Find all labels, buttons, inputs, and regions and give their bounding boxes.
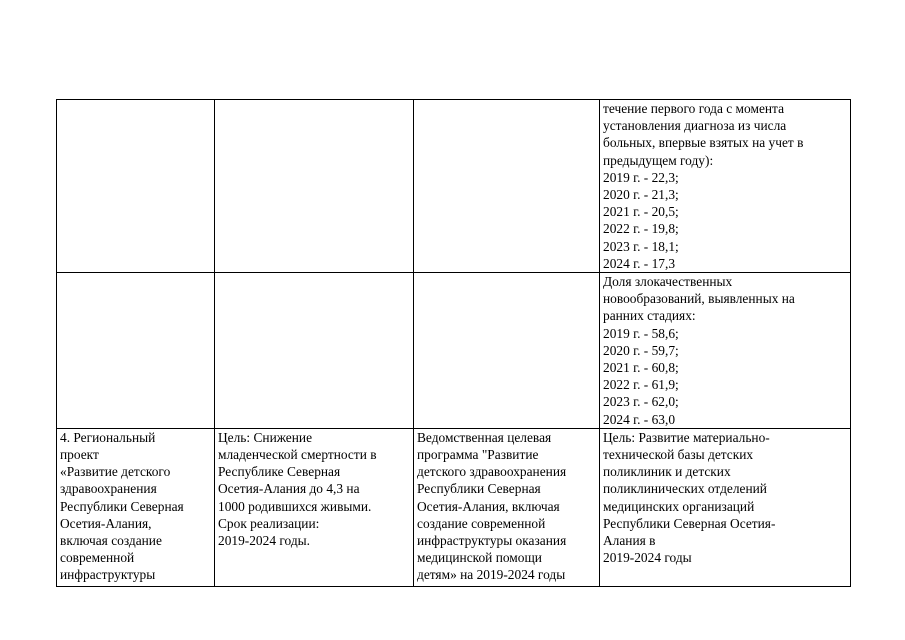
table-cell: 4. Региональный проект «Развитие детского здравоохранения Республики Северная Осетия-Алания, включая создание современной инфраструктуры xyxy=(57,428,215,586)
table-cell: Доля злокачественных новообразований, выявленных на ранних стадиях: 2019 г. - 58,6; 2020 г. - 59,7; 2021 г. - 60,8; 2022 г. - 61,9; 2023 г. - 62,0; 2024 г. - 63,0 xyxy=(600,273,851,429)
table-cell xyxy=(215,100,414,273)
table-cell xyxy=(414,100,600,273)
table-cell xyxy=(57,273,215,429)
table-row xyxy=(57,428,851,586)
table-cell xyxy=(57,100,215,273)
table-cell xyxy=(414,273,600,429)
table-cell xyxy=(215,273,414,429)
table-row xyxy=(57,100,851,273)
table-cell: Ведомственная целевая программа "Развитие детского здравоохранения Республики Северная Осетия-Алания, включая создание современной инфраструктуры оказания медицинской помощи детям» на 2019-2024 годы xyxy=(414,428,600,586)
document-table xyxy=(56,99,851,587)
table-cell: Цель: Снижение младенческой смертности в Республике Северная Осетия-Алания до 4,3 на 1000 родившихся живыми. Срок реализации: 2019-2024 годы. xyxy=(215,428,414,586)
table-cell: Цель: Развитие материально- технической базы детских поликлиник и детских поликлинических отделений медицинских организаций Республики Северная Осетия- Алания в 2019-2024 годы xyxy=(600,428,851,586)
table-row xyxy=(57,273,851,429)
table-cell: течение первого года с момента установления диагноза из числа больных, впервые взятых на учет в предыдущем году): 2019 г. - 22,3; 2020 г. - 21,3; 2021 г. - 20,5; 2022 г. - 19,8; 2023 г. - 18,1; 2024 г. - 17,3 xyxy=(600,100,851,273)
